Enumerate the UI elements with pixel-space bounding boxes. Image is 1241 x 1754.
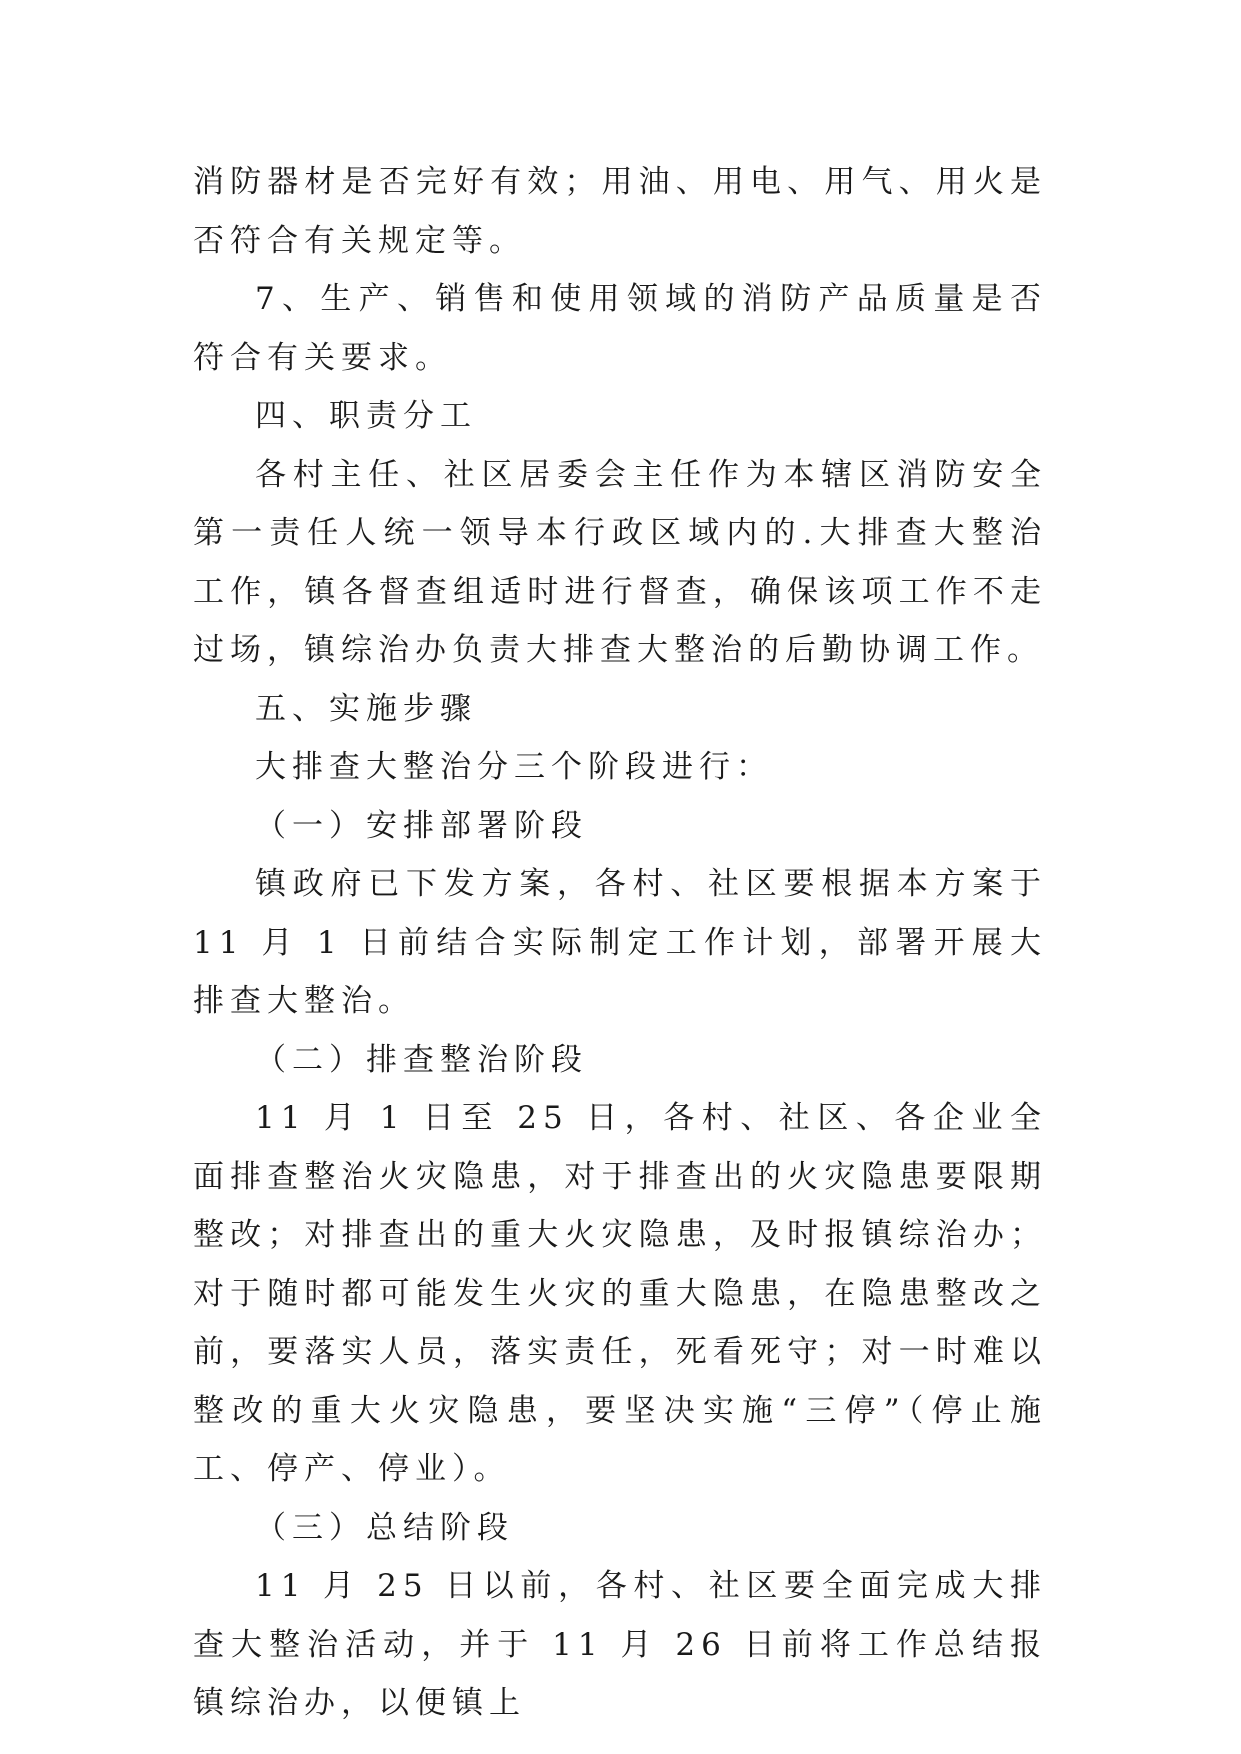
paragraph-stage-3 [193, 1557, 1047, 1733]
paragraph-steps-intro [193, 738, 1047, 797]
paragraph-fire-equipment [193, 153, 1047, 270]
paragraph-stage-1-text: 镇政府已下发方案，各村、社区要根据本方案于 11 月 1 日前结合实际制定工作计划，部署开展大排查大整治。 [193, 866, 1047, 1019]
subheading-stage-3-text: （三）总结阶段 [255, 1509, 514, 1546]
paragraph-duties [193, 446, 1047, 680]
subheading-stage-2 [193, 1031, 1047, 1090]
paragraph-item-7-text: 7、生产、销售和使用领域的消防产品质量是否符合有关要求。 [193, 281, 1047, 376]
paragraph-duties-text: 各村主任、社区居委会主任作为本辖区消防安全第一责任人统一领导本行政区域内的.大排查大整治工作，镇各督查组适时进行督查，确保该项工作不走过场，镇综治办负责大排查大整治的后勤协调工作。 [193, 456, 1047, 668]
paragraph-stage-3-text: 11 月 25 日以前，各村、社区要全面完成大排查大整治活动，并于 11 月 26 日前将工作总结报镇综治办，以便镇上 [193, 1568, 1047, 1721]
paragraph-item-7 [193, 270, 1047, 387]
paragraph-fire-equipment-text: 消防器材是否完好有效；用油、用电、用气、用火是否符合有关规定等。 [193, 164, 1047, 259]
paragraph-stage-1 [193, 855, 1047, 1031]
subheading-stage-3 [193, 1499, 1047, 1558]
paragraph-steps-intro-text: 大排查大整治分三个阶段进行： [255, 749, 773, 785]
section-heading-steps-text: 五、实施步骤 [255, 690, 477, 727]
subheading-stage-2-text: （二）排查整治阶段 [255, 1041, 588, 1078]
subheading-stage-1 [193, 797, 1047, 856]
document-body [193, 153, 1047, 1733]
section-heading-duties [193, 387, 1047, 446]
section-heading-duties-text: 四、职责分工 [255, 398, 477, 434]
subheading-stage-1-text: （一）安排部署阶段 [255, 807, 588, 844]
paragraph-stage-2 [193, 1089, 1047, 1499]
section-heading-steps [193, 680, 1047, 739]
paragraph-stage-2-text: 11 月 1 日至 25 日，各村、社区、各企业全面排查整治火灾隐患，对于排查出的火灾隐患要限期整改；对排查出的重大火灾隐患，及时报镇综治办；对于随时都可能发生火灾的重大隐患，在隐患整改之前，要落实人员，落实责任，死看死守；对一时难以整改的重大火灾隐患，要坚决实施“三停”（停止施工、停产、停业）。 [193, 1100, 1047, 1487]
